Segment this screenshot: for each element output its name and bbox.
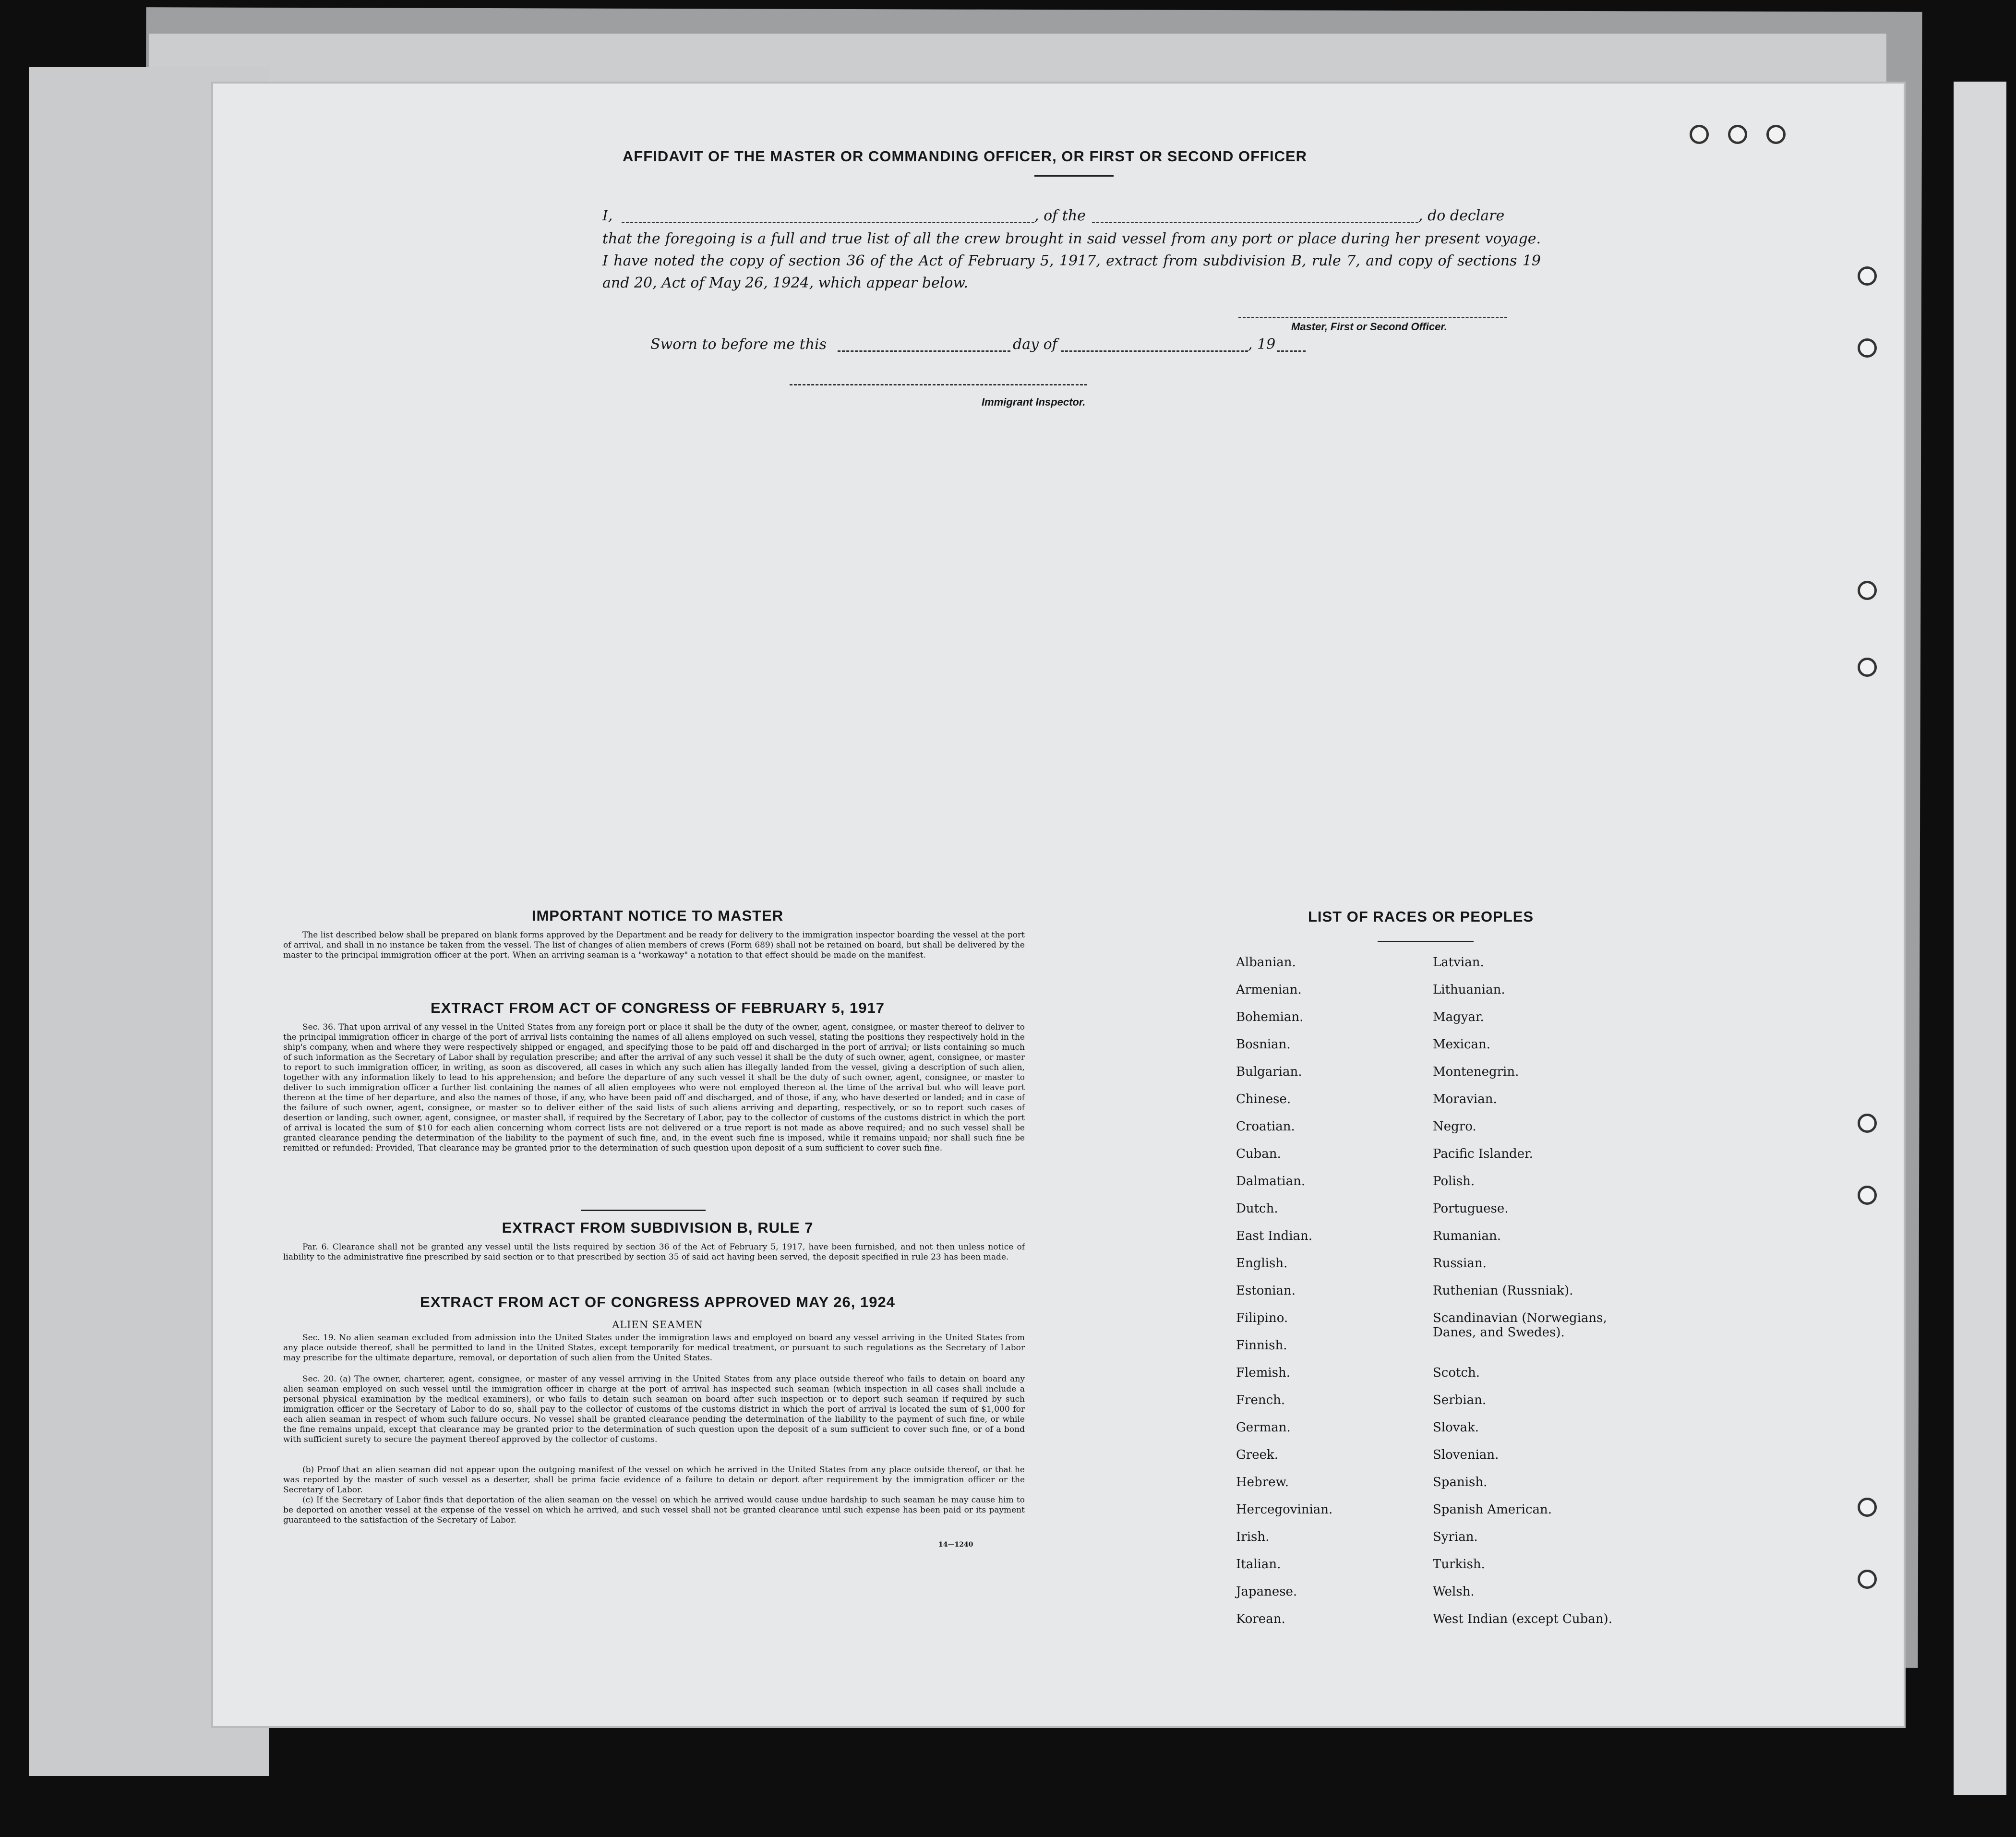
race-item: Ruthenian (Russniak). [1433,1284,1573,1298]
binder-hole-icon [1858,658,1877,677]
race-item: English. [1236,1256,1288,1271]
race-item: Slovenian. [1433,1448,1499,1462]
race-item: Slovak. [1433,1420,1479,1435]
race-item: Finnish. [1236,1338,1287,1353]
affidavit-declaration-line [602,207,1754,227]
affidavit-heading: AFFIDAVIT OF THE MASTER OR COMMANDING OFFICER, OR FIRST OR SECOND OFFICER [622,148,1308,165]
master-signature-line [1238,317,1507,318]
race-item: Dutch. [1236,1201,1278,1216]
sworn-date-line [838,350,1010,352]
affidavit-declare-label: , do declare [1418,207,1505,224]
sworn-year-line [1277,350,1306,352]
inspector-caption: Immigrant Inspector. [982,396,1086,408]
race-item: Korean. [1236,1612,1285,1626]
notice-text: The list described below shall be prepared on blank forms approved by the Department and be ready for delivery to the immigration inspector boarding the vessel at the port of arrival, and shall in no instance be taken from the vessel. The list of changes of alien members of crews (Form 689) shall not be retained on board, but shall be delivered by the master to the principal immigration officer at the port. When an arriving seaman is a "workaway" a notation to that effect should be made on the manifest. [283,930,1025,960]
extract-rule7-text: Par. 6. Clearance shall not be granted any vessel until the lists required by section 36 of the Act of February 5, 1917, have been furnished, and not then unless notice of liability to the administrative fine prescribed by said section or to that prescribed by section 35 of said act having been served, the deposit specified in rule 23 has been made. [283,1242,1025,1262]
binder-hole-icon [1690,125,1709,144]
race-item: West Indian (except Cuban). [1433,1612,1612,1626]
binder-hole-icon [1728,125,1747,144]
extract-1917-text: Sec. 36. That upon arrival of any vessel in the United States from any foreign port or place it shall be the duty of the owner, agent, consignee, or master thereof to deliver to the principal immigration officer in charge of the port of arrival lists containing the names of all aliens employed on such vessel, stating the positions they respectively hold in the ship's company, when and where they were respectively shipped or engaged, and specifying those to be paid off and discharged in the port of arrival; or lists containing so much of such information as the Secretary of Labor shall by regulation prescribe; and after the arrival of any such vessel it shall be the duty of such owner, agent, consignee, or master to report to such immigration officer, in writing, as soon as discovered, all cases in which any such alien has illegally landed from the vessel, giving a description of such alien, together with any information likely to lead to his apprehension; and before the departure of any such vessel it shall be the duty of such owner, agent, consignee, or master to deliver to such immigration officer a further list containing the names of all alien employees who were not employed thereon at the time of the arrival but who will leave port thereon at the time of her departure, and also the names of those, if any, who have been paid off and discharged, and of those, if any, who have deserted or landed; and in case of the failure of such owner, agent, consignee, or master so to deliver either of the said lists of such aliens arriving and departing, respectively, or so to report such cases of desertion or landing, such owner, agent, consignee, or master shall, if required by the Secretary of Labor, pay to the collector of customs of the customs district in which the port of arrival is located the sum of $10 for each alien concerning whom correct lists are not delivered or a true report is not made as above required; and no such vessel shall be granted clearance pending the determination of the liability to the payment of such fine, and, in the event such fine is imposed, while it remains unpaid; nor shall such fine be remitted or refunded: Provided, That clearance may be granted prior to the determination of such question upon deposit of a sum sufficient to cover such fine. [283,1022,1025,1153]
sworn-line [650,336,1514,355]
race-item: Flemish. [1236,1366,1291,1380]
race-item: Bulgarian. [1236,1065,1302,1079]
inspector-signature-line [790,384,1087,385]
affidavit-heading-rule [1034,175,1114,177]
race-item: Russian. [1433,1256,1487,1271]
affidavit-i-label: I, [602,207,613,224]
extract-rule7-heading: EXTRACT FROM SUBDIVISION B, RULE 7 [502,1219,814,1236]
race-item: Polish. [1433,1174,1475,1189]
extract-1924-heading: EXTRACT FROM ACT OF CONGRESS APPROVED MAY 26, 1924 [420,1294,895,1310]
extract-1924-sec20b: (b) Proof that an alien seaman did not appear upon the outgoing manifest of the vessel on which he arrived in the United States from any place outside thereof, or that he was reported by the master of such vessel as a deserter, shall be prima facie evidence of a failure to detain or deport after requirement by the immigration officer or the Secretary of Labor. [283,1465,1025,1495]
notice-heading: IMPORTANT NOTICE TO MASTER [531,907,784,924]
race-item: Italian. [1236,1557,1281,1572]
race-item: Dalmatian. [1236,1174,1306,1189]
document-page [211,82,1906,1728]
race-item: Welsh. [1433,1585,1475,1599]
races-heading-rule [1378,941,1474,942]
sworn-year: , 19 [1248,336,1276,353]
binder-hole-icon [1858,1114,1877,1133]
race-item: Bosnian. [1236,1037,1291,1052]
race-item: Portuguese. [1433,1201,1509,1216]
race-item: Albanian. [1236,955,1296,970]
race-item: Mexican. [1433,1037,1491,1052]
race-item: Syrian. [1433,1530,1478,1544]
binder-hole-icon [1766,125,1786,144]
race-item: French. [1236,1393,1285,1407]
binder-hole-icon [1858,581,1877,600]
right-page-edge [1954,82,2006,1795]
binder-hole-icon [1858,1186,1877,1205]
sworn-day-of: day of [1013,336,1057,353]
affidavit-vessel-line [1092,222,1418,223]
race-item: East Indian. [1236,1229,1313,1243]
race-item: Chinese. [1236,1092,1291,1106]
race-item: Japanese. [1236,1585,1297,1599]
binder-hole-icon [1858,1498,1877,1517]
race-item: Estonian. [1236,1284,1296,1298]
race-item: Montenegrin. [1433,1065,1519,1079]
race-item: Lithuanian. [1433,983,1505,997]
race-item: Moravian. [1433,1092,1497,1106]
affidavit-of-the-label: , of the [1034,207,1086,224]
race-item: Bohemian. [1236,1010,1304,1024]
race-item: German. [1236,1420,1291,1435]
sworn-month-line [1061,350,1248,352]
race-item: Magyar. [1433,1010,1484,1024]
binder-hole-icon [1858,266,1877,286]
master-signature-caption: Master, First or Second Officer. [1291,321,1447,333]
race-item: Scotch. [1433,1366,1480,1380]
affidavit-name-line [622,222,1034,223]
race-item: Negro. [1433,1119,1476,1134]
extract-1924-sec20a: Sec. 20. (a) The owner, charterer, agent, consignee, or master of any vessel arriving in the United States from any place outside thereof who fails to detain on board any alien seaman employed on such vessel until the immigration officer in charge at the port of arrival has inspected such seaman (which inspection in all cases shall include a personal physical examination by the medical examiners), or who fails to detain such seaman on board after such inspection or to deport such seaman if required by such immigration officer or the Secretary of Labor to do so, shall pay to the collector of customs of the customs district in which the port of arrival is located the sum of $1,000 for each alien seaman in respect of whom such failure occurs. No vessel shall be granted clearance pending the determination of the liability to the payment of such fine, or while the fine remains unpaid, except that clearance may be granted prior to the determination of such question upon the deposit of a sum sufficient to cover such fine, or of a bond with sufficient surety to secure the payment thereof approved by the collector of customs. [283,1374,1025,1444]
race-item: Croatian. [1236,1119,1295,1134]
races-column-2 [1433,955,1644,1639]
race-item: Armenian. [1236,983,1302,997]
affidavit-body: that the foregoing is a full and true list of all the crew brought in said vessel from any port or place during her present voyage. I have noted the copy of section 36 of the Act of February 5, 1917, extract from subdivision B, rule 7, and copy of sections 19 and 20, Act of May 26, 1924, which appear below. [602,230,1541,291]
extract-1924-sec19: Sec. 19. No alien seaman excluded from admission into the United States under the immigration laws and employed on board any vessel arriving in the United States from any place outside thereof, shall be permitted to land in the United States, except temporarily for medical treatment, or pursuant to such regulations as the Secretary of Labor may prescribe for the ultimate departure, removal, or deportation of such alien from the United States. [283,1333,1025,1363]
race-item: Latvian. [1433,955,1484,970]
race-item: Filipino. [1236,1311,1288,1325]
section-divider [581,1210,706,1211]
race-item: Pacific Islander. [1433,1147,1533,1161]
alien-seamen-subheading: ALIEN SEAMEN [612,1319,703,1331]
race-item: Serbian. [1433,1393,1487,1407]
binder-hole-icon [1858,338,1877,358]
sworn-prefix: Sworn to before me this [650,336,827,353]
race-item: Spanish. [1433,1475,1488,1489]
binder-hole-icon [1858,1570,1877,1589]
race-item: Hercegovinian. [1236,1502,1333,1517]
race-item: Rumanian. [1433,1229,1501,1243]
race-item: Greek. [1236,1448,1278,1462]
races-column-1 [1236,955,1418,1639]
extract-1917-heading: EXTRACT FROM ACT OF CONGRESS OF FEBRUARY 5, 1917 [431,999,885,1016]
race-item: Hebrew. [1236,1475,1289,1489]
race-item: Irish. [1236,1530,1270,1544]
races-heading: LIST OF RACES OR PEOPLES [1308,908,1534,925]
race-item: Spanish American. [1433,1502,1552,1517]
race-item: Turkish. [1433,1557,1485,1572]
form-number: 14—1240 [938,1541,973,1549]
race-item: Cuban. [1236,1147,1281,1161]
race-item: Scandinavian (Norwegians, Danes, and Swedes). [1433,1311,1607,1340]
extract-1924-sec20c: (c) If the Secretary of Labor finds that deportation of the alien seaman on the vessel on which he arrived would cause undue hardship to such seaman he may cause him to be deported on another vessel at the expense of the vessel on which he arrived, and such vessel shall not be granted clearance until such expense has been paid or its payment guaranteed to the satisfaction of the Secretary of Labor. [283,1495,1025,1525]
